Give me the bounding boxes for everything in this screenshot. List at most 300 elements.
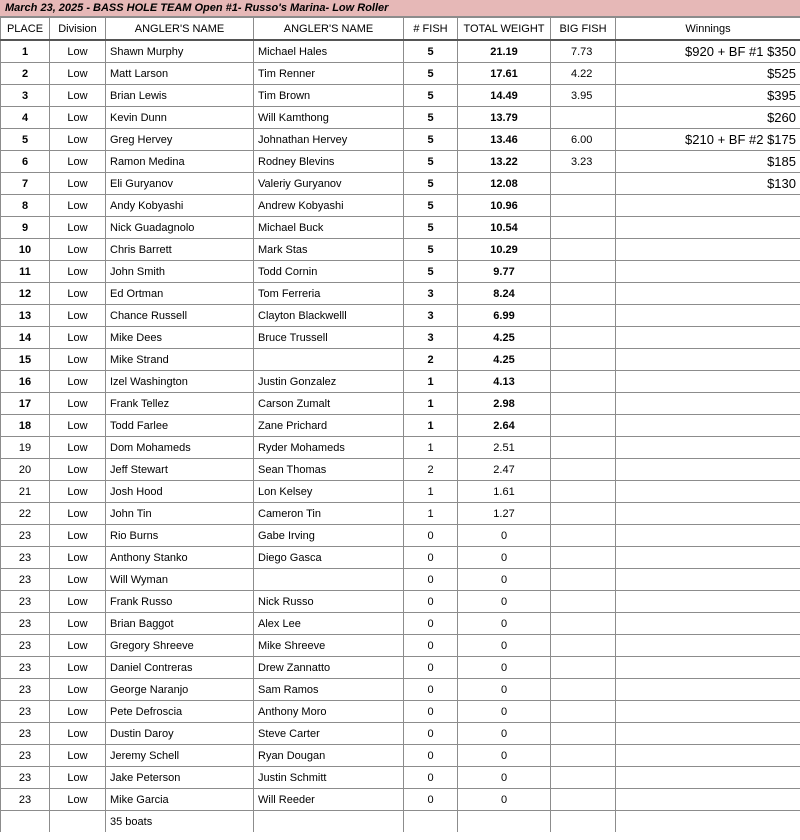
fish-count-cell: 0 <box>404 547 458 569</box>
fish-count-cell: 2 <box>404 459 458 481</box>
total-weight-cell: 0 <box>458 789 551 811</box>
fish-count-cell: 0 <box>404 701 458 723</box>
fish-count-cell: 0 <box>404 789 458 811</box>
big-fish-cell <box>551 481 616 503</box>
place-cell: 17 <box>1 393 50 415</box>
division-cell: Low <box>50 437 106 459</box>
fish-count-cell: 5 <box>404 40 458 63</box>
fish-count-cell: 0 <box>404 745 458 767</box>
angler1-cell: Rio Burns <box>106 525 254 547</box>
winnings-cell <box>616 789 800 811</box>
angler1-cell: Ramon Medina <box>106 151 254 173</box>
big-fish-cell: 4.22 <box>551 63 616 85</box>
fish-count-cell: 0 <box>404 723 458 745</box>
angler2-cell: Sean Thomas <box>254 459 404 481</box>
col-angler1-header: ANGLER'S NAME <box>106 18 254 41</box>
big-fish-cell <box>551 591 616 613</box>
big-fish-cell <box>551 305 616 327</box>
winnings-cell <box>616 371 800 393</box>
table-row <box>1 701 800 723</box>
angler1-cell: John Smith <box>106 261 254 283</box>
table-row <box>1 129 800 151</box>
big-fish-cell <box>551 547 616 569</box>
angler2-cell: Ryder Mohameds <box>254 437 404 459</box>
big-fish-cell <box>551 371 616 393</box>
total-weight-cell: 21.19 <box>458 40 551 63</box>
fish-count-cell: 0 <box>404 679 458 701</box>
place-cell: 21 <box>1 481 50 503</box>
total-weight-cell: 0 <box>458 767 551 789</box>
big-fish-cell <box>551 239 616 261</box>
angler2-cell: Johnathan Hervey <box>254 129 404 151</box>
col-fish-header: # FISH <box>404 18 458 41</box>
fish-count-cell: 5 <box>404 217 458 239</box>
angler2-cell: Michael Hales <box>254 40 404 63</box>
table-row <box>1 85 800 107</box>
empty-cell <box>254 811 404 833</box>
angler2-cell: Ryan Dougan <box>254 745 404 767</box>
table-row <box>1 349 800 371</box>
division-cell: Low <box>50 613 106 635</box>
angler1-cell: Kevin Dunn <box>106 107 254 129</box>
angler1-cell: Jake Peterson <box>106 767 254 789</box>
place-cell: 23 <box>1 701 50 723</box>
fish-count-cell: 0 <box>404 657 458 679</box>
place-cell: 22 <box>1 503 50 525</box>
total-weight-cell: 17.61 <box>458 63 551 85</box>
table-row <box>1 635 800 657</box>
winnings-cell: $395 <box>616 85 800 107</box>
place-cell: 3 <box>1 85 50 107</box>
big-fish-cell <box>551 393 616 415</box>
angler2-cell: Andrew Kobyashi <box>254 195 404 217</box>
fish-count-cell: 5 <box>404 195 458 217</box>
empty-cell <box>551 811 616 833</box>
angler2-cell <box>254 569 404 591</box>
winnings-cell <box>616 261 800 283</box>
division-cell: Low <box>50 305 106 327</box>
big-fish-cell <box>551 503 616 525</box>
table-row <box>1 371 800 393</box>
division-cell: Low <box>50 459 106 481</box>
total-weight-cell: 2.51 <box>458 437 551 459</box>
division-cell: Low <box>50 173 106 195</box>
angler1-cell: Dustin Daroy <box>106 723 254 745</box>
angler1-cell: Matt Larson <box>106 63 254 85</box>
angler1-cell: Will Wyman <box>106 569 254 591</box>
division-cell: Low <box>50 40 106 63</box>
place-cell: 23 <box>1 679 50 701</box>
angler2-cell: Nick Russo <box>254 591 404 613</box>
total-weight-cell: 10.29 <box>458 239 551 261</box>
fish-count-cell: 0 <box>404 635 458 657</box>
big-fish-cell <box>551 613 616 635</box>
angler2-cell: Zane Prichard <box>254 415 404 437</box>
winnings-cell <box>616 437 800 459</box>
fish-count-cell: 3 <box>404 283 458 305</box>
winnings-cell: $260 <box>616 107 800 129</box>
total-weight-cell: 2.98 <box>458 393 551 415</box>
angler2-cell: Cameron Tin <box>254 503 404 525</box>
table-row <box>1 481 800 503</box>
angler1-cell: Daniel Contreras <box>106 657 254 679</box>
winnings-cell <box>616 327 800 349</box>
division-cell: Low <box>50 63 106 85</box>
empty-cell <box>1 811 50 833</box>
fish-count-cell: 5 <box>404 261 458 283</box>
angler1-cell: Jeremy Schell <box>106 745 254 767</box>
fish-count-cell: 0 <box>404 569 458 591</box>
total-weight-cell: 0 <box>458 525 551 547</box>
big-fish-cell <box>551 679 616 701</box>
angler2-cell <box>254 349 404 371</box>
col-weight-header: TOTAL WEIGHT <box>458 18 551 41</box>
winnings-cell <box>616 305 800 327</box>
angler2-cell: Justin Gonzalez <box>254 371 404 393</box>
total-weight-cell: 0 <box>458 657 551 679</box>
fish-count-cell: 0 <box>404 525 458 547</box>
place-cell: 5 <box>1 129 50 151</box>
division-cell: Low <box>50 415 106 437</box>
angler2-cell: Anthony Moro <box>254 701 404 723</box>
angler2-cell: Rodney Blevins <box>254 151 404 173</box>
winnings-cell <box>616 591 800 613</box>
angler1-cell: Greg Hervey <box>106 129 254 151</box>
table-row <box>1 569 800 591</box>
big-fish-cell <box>551 525 616 547</box>
big-fish-cell <box>551 437 616 459</box>
big-fish-cell <box>551 723 616 745</box>
place-cell: 12 <box>1 283 50 305</box>
winnings-cell: $210 + BF #2 $175 <box>616 129 800 151</box>
division-cell: Low <box>50 569 106 591</box>
angler1-cell: Pete Defroscia <box>106 701 254 723</box>
big-fish-cell <box>551 261 616 283</box>
col-angler2-header: ANGLER'S NAME <box>254 18 404 41</box>
angler1-cell: Ed Ortman <box>106 283 254 305</box>
total-weight-cell: 0 <box>458 701 551 723</box>
fish-count-cell: 1 <box>404 481 458 503</box>
table-row <box>1 503 800 525</box>
place-cell: 7 <box>1 173 50 195</box>
winnings-cell <box>616 525 800 547</box>
angler1-cell: Eli Guryanov <box>106 173 254 195</box>
place-cell: 4 <box>1 107 50 129</box>
table-row <box>1 459 800 481</box>
col-bigfish-header: BIG FISH <box>551 18 616 41</box>
sheet-title: March 23, 2025 - BASS HOLE TEAM Open #1- Russo's Marina- Low Roller <box>0 0 800 17</box>
place-cell: 13 <box>1 305 50 327</box>
division-cell: Low <box>50 195 106 217</box>
table-row <box>1 415 800 437</box>
footer-row <box>1 811 800 833</box>
winnings-cell <box>616 481 800 503</box>
table-row <box>1 305 800 327</box>
table-row <box>1 261 800 283</box>
angler2-cell: Tim Brown <box>254 85 404 107</box>
fish-count-cell: 5 <box>404 129 458 151</box>
angler2-cell: Mark Stas <box>254 239 404 261</box>
table-row <box>1 63 800 85</box>
big-fish-cell <box>551 283 616 305</box>
total-weight-cell: 0 <box>458 591 551 613</box>
col-division-header: Division <box>50 18 106 41</box>
big-fish-cell: 7.73 <box>551 40 616 63</box>
total-weight-cell: 13.22 <box>458 151 551 173</box>
big-fish-cell: 3.23 <box>551 151 616 173</box>
angler1-cell: Jeff Stewart <box>106 459 254 481</box>
angler2-cell: Todd Cornin <box>254 261 404 283</box>
big-fish-cell <box>551 327 616 349</box>
results-body <box>1 40 800 832</box>
angler1-cell: Brian Baggot <box>106 613 254 635</box>
division-cell: Low <box>50 657 106 679</box>
winnings-cell <box>616 195 800 217</box>
big-fish-cell: 6.00 <box>551 129 616 151</box>
winnings-cell <box>616 283 800 305</box>
empty-cell <box>50 811 106 833</box>
place-cell: 23 <box>1 723 50 745</box>
col-winnings-header: Winnings <box>616 18 800 41</box>
table-row <box>1 40 800 63</box>
total-weight-cell: 0 <box>458 569 551 591</box>
division-cell: Low <box>50 327 106 349</box>
table-row <box>1 767 800 789</box>
table-row <box>1 613 800 635</box>
big-fish-cell <box>551 107 616 129</box>
place-cell: 16 <box>1 371 50 393</box>
angler2-cell: Will Reeder <box>254 789 404 811</box>
division-cell: Low <box>50 525 106 547</box>
angler1-cell: Mike Dees <box>106 327 254 349</box>
big-fish-cell <box>551 789 616 811</box>
fish-count-cell: 0 <box>404 591 458 613</box>
angler2-cell: Diego Gasca <box>254 547 404 569</box>
fish-count-cell: 1 <box>404 371 458 393</box>
angler2-cell: Clayton Blackwelll <box>254 305 404 327</box>
winnings-cell <box>616 657 800 679</box>
angler2-cell: Justin Schmitt <box>254 767 404 789</box>
winnings-cell: $525 <box>616 63 800 85</box>
results-table <box>0 17 800 832</box>
place-cell: 23 <box>1 569 50 591</box>
angler2-cell: Valeriy Guryanov <box>254 173 404 195</box>
total-weight-cell: 12.08 <box>458 173 551 195</box>
angler2-cell: Tom Ferreria <box>254 283 404 305</box>
division-cell: Low <box>50 591 106 613</box>
place-cell: 8 <box>1 195 50 217</box>
total-weight-cell: 2.47 <box>458 459 551 481</box>
division-cell: Low <box>50 679 106 701</box>
winnings-cell: $920 + BF #1 $350 <box>616 40 800 63</box>
header-row <box>1 18 800 41</box>
place-cell: 23 <box>1 547 50 569</box>
table-row <box>1 107 800 129</box>
angler1-cell: Shawn Murphy <box>106 40 254 63</box>
winnings-cell <box>616 503 800 525</box>
total-weight-cell: 4.25 <box>458 349 551 371</box>
table-row <box>1 723 800 745</box>
table-row <box>1 151 800 173</box>
place-cell: 2 <box>1 63 50 85</box>
winnings-cell: $185 <box>616 151 800 173</box>
angler1-cell: Todd Farlee <box>106 415 254 437</box>
division-cell: Low <box>50 239 106 261</box>
angler1-cell: Chance Russell <box>106 305 254 327</box>
table-row <box>1 327 800 349</box>
total-weight-cell: 9.77 <box>458 261 551 283</box>
fish-count-cell: 5 <box>404 63 458 85</box>
big-fish-cell <box>551 415 616 437</box>
place-cell: 23 <box>1 591 50 613</box>
fish-count-cell: 0 <box>404 613 458 635</box>
place-cell: 23 <box>1 745 50 767</box>
winnings-cell <box>616 349 800 371</box>
angler1-cell: Dom Mohameds <box>106 437 254 459</box>
division-cell: Low <box>50 217 106 239</box>
division-cell: Low <box>50 349 106 371</box>
big-fish-cell <box>551 701 616 723</box>
fish-count-cell: 5 <box>404 239 458 261</box>
big-fish-cell <box>551 569 616 591</box>
angler2-cell: Michael Buck <box>254 217 404 239</box>
angler2-cell: Steve Carter <box>254 723 404 745</box>
angler2-cell: Mike Shreeve <box>254 635 404 657</box>
angler1-cell: Mike Strand <box>106 349 254 371</box>
table-row <box>1 745 800 767</box>
division-cell: Low <box>50 151 106 173</box>
winnings-cell <box>616 459 800 481</box>
fish-count-cell: 3 <box>404 327 458 349</box>
division-cell: Low <box>50 481 106 503</box>
table-row <box>1 591 800 613</box>
winnings-cell <box>616 767 800 789</box>
winnings-cell <box>616 745 800 767</box>
angler1-cell: Anthony Stanko <box>106 547 254 569</box>
total-weight-cell: 0 <box>458 745 551 767</box>
winnings-cell <box>616 547 800 569</box>
total-weight-cell: 13.79 <box>458 107 551 129</box>
big-fish-cell: 3.95 <box>551 85 616 107</box>
fish-count-cell: 1 <box>404 503 458 525</box>
place-cell: 14 <box>1 327 50 349</box>
big-fish-cell <box>551 745 616 767</box>
angler1-cell: John Tin <box>106 503 254 525</box>
place-cell: 9 <box>1 217 50 239</box>
division-cell: Low <box>50 635 106 657</box>
division-cell: Low <box>50 393 106 415</box>
place-cell: 23 <box>1 657 50 679</box>
angler1-cell: Frank Russo <box>106 591 254 613</box>
angler2-cell: Drew Zannatto <box>254 657 404 679</box>
fish-count-cell: 0 <box>404 767 458 789</box>
angler2-cell: Bruce Trussell <box>254 327 404 349</box>
big-fish-cell <box>551 767 616 789</box>
fish-count-cell: 1 <box>404 437 458 459</box>
angler2-cell: Tim Renner <box>254 63 404 85</box>
table-row <box>1 173 800 195</box>
winnings-cell <box>616 635 800 657</box>
table-row <box>1 217 800 239</box>
angler1-cell: George Naranjo <box>106 679 254 701</box>
place-cell: 23 <box>1 767 50 789</box>
winnings-cell <box>616 415 800 437</box>
angler2-cell: Sam Ramos <box>254 679 404 701</box>
fish-count-cell: 1 <box>404 393 458 415</box>
place-cell: 15 <box>1 349 50 371</box>
angler1-cell: Brian Lewis <box>106 85 254 107</box>
angler1-cell: Chris Barrett <box>106 239 254 261</box>
division-cell: Low <box>50 129 106 151</box>
total-weight-cell: 4.25 <box>458 327 551 349</box>
fish-count-cell: 5 <box>404 173 458 195</box>
table-row <box>1 679 800 701</box>
division-cell: Low <box>50 107 106 129</box>
division-cell: Low <box>50 723 106 745</box>
total-weight-cell: 10.96 <box>458 195 551 217</box>
big-fish-cell <box>551 459 616 481</box>
angler2-cell: Alex Lee <box>254 613 404 635</box>
table-row <box>1 547 800 569</box>
big-fish-cell <box>551 635 616 657</box>
total-weight-cell: 0 <box>458 613 551 635</box>
place-cell: 23 <box>1 525 50 547</box>
big-fish-cell <box>551 173 616 195</box>
angler2-cell: Carson Zumalt <box>254 393 404 415</box>
angler2-cell: Will Kamthong <box>254 107 404 129</box>
angler1-cell: Andy Kobyashi <box>106 195 254 217</box>
fish-count-cell: 5 <box>404 85 458 107</box>
winnings-cell <box>616 569 800 591</box>
division-cell: Low <box>50 261 106 283</box>
empty-cell <box>616 811 800 833</box>
total-weight-cell: 2.64 <box>458 415 551 437</box>
winnings-cell <box>616 723 800 745</box>
total-weight-cell: 0 <box>458 679 551 701</box>
total-weight-cell: 0 <box>458 723 551 745</box>
division-cell: Low <box>50 745 106 767</box>
division-cell: Low <box>50 701 106 723</box>
place-cell: 1 <box>1 40 50 63</box>
fish-count-cell: 2 <box>404 349 458 371</box>
total-weight-cell: 13.46 <box>458 129 551 151</box>
fish-count-cell: 5 <box>404 107 458 129</box>
table-row <box>1 393 800 415</box>
total-weight-cell: 0 <box>458 635 551 657</box>
fish-count-cell: 3 <box>404 305 458 327</box>
place-cell: 23 <box>1 635 50 657</box>
angler1-cell: Gregory Shreeve <box>106 635 254 657</box>
total-weight-cell: 4.13 <box>458 371 551 393</box>
big-fish-cell <box>551 657 616 679</box>
winnings-cell <box>616 679 800 701</box>
table-row <box>1 657 800 679</box>
angler1-cell: Josh Hood <box>106 481 254 503</box>
winnings-cell <box>616 701 800 723</box>
division-cell: Low <box>50 767 106 789</box>
angler1-cell: Mike Garcia <box>106 789 254 811</box>
angler2-cell: Lon Kelsey <box>254 481 404 503</box>
col-place-header: PLACE <box>1 18 50 41</box>
empty-cell <box>458 811 551 833</box>
place-cell: 10 <box>1 239 50 261</box>
division-cell: Low <box>50 85 106 107</box>
winnings-cell <box>616 239 800 261</box>
total-weight-cell: 6.99 <box>458 305 551 327</box>
division-cell: Low <box>50 371 106 393</box>
table-row <box>1 525 800 547</box>
table-row <box>1 283 800 305</box>
